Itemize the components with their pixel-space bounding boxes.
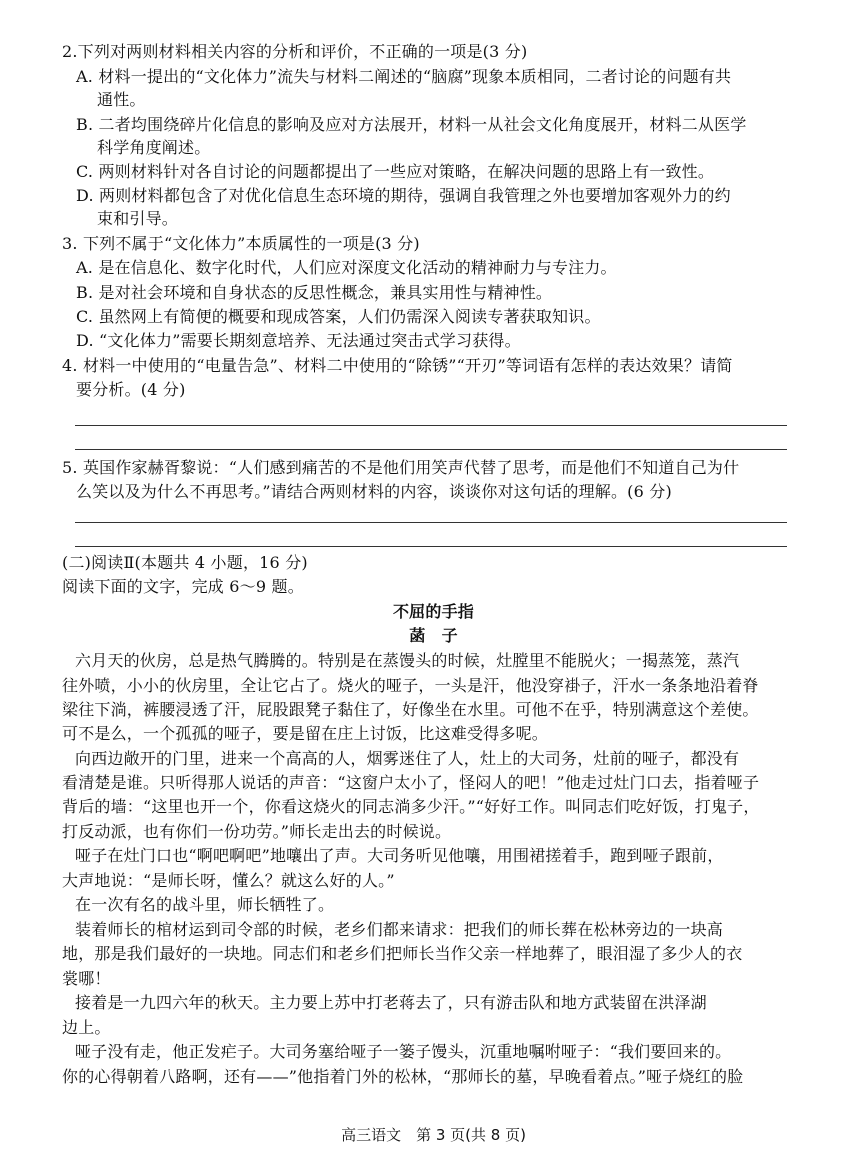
story-line: 看清楚是谁。只听得那人说话的声音：“这窗户太小了，怪闷人的吧！”他走过灶门口去，指着哑子 — [62, 773, 760, 792]
q2-option-a: A. 材料一提出的“文化体力”流失与材料二阐述的“脑腐”现象本质相同，二者讨论的问题有共 — [76, 67, 732, 86]
story-line: 哑子没有走，他正发疟子。大司务塞给哑子一篓子馒头，沉重地嘱咐哑子：“我们要回来的。 — [75, 1042, 732, 1061]
q5-stem: 5. 英国作家赫胥黎说：“人们感到痛苦的不是他们用笑声代替了思考，而是他们不知道自己为什 — [62, 458, 740, 477]
story-line: 梁往下淌，裤腰浸透了汗，屁股跟凳子黏住了，好像坐在水里。可他不在乎，特别满意这个差使。 — [62, 700, 759, 719]
q5-answer-line-1 — [75, 522, 787, 523]
story-title: 不屈的手指 — [392, 602, 474, 621]
story-line: 在一次有名的战斗里，师长牺牲了。 — [75, 895, 335, 914]
story-line: 边上。 — [62, 1018, 111, 1037]
q2-option-c: C. 两则材料针对各自讨论的问题都提出了一些应对策略，在解决问题的思路上有一致性。 — [76, 162, 715, 181]
story-line: 往外喷，小小的伙房里，全让它占了。烧火的哑子，一头是汗，他没穿褂子，汗水一条条地沿着脊 — [62, 676, 759, 695]
q2-option-d: D. 两则材料都包含了对优化信息生态环境的期待，强调自我管理之外也要增加客观外力的约 — [76, 186, 731, 205]
story-line: 裳哪！ — [62, 969, 111, 988]
story-line: 你的心得朝着八路啊，还有——”他指着门外的松林，“那师长的墓，早晚看着点。”哑子烧红的脸 — [62, 1067, 744, 1086]
story-line: 接着是一九四六年的秋天。主力要上苏中打老蒋去了，只有游击队和地方武装留在洪泽湖 — [75, 993, 707, 1012]
q4-answer-line-1 — [75, 425, 787, 426]
q4-answer-line-2 — [75, 449, 787, 450]
story-line: 背后的墙：“这里也开一个，你看这烧火的同志淌多少汗。”“好好工作。叫同志们吃好饭，打鬼子， — [62, 797, 760, 816]
section-instruction: 阅读下面的文字，完成 6～9 题。 — [62, 577, 304, 596]
story-line: 地，那是我们最好的一块地。同志们和老乡们把师长当作父亲一样地葬了，眼泪湿了多少人的衣 — [62, 944, 743, 963]
q2-option-d-cont: 束和引导。 — [97, 209, 179, 228]
story-line: 六月天的伙房，总是热气腾腾的。特别是在蒸馒头的时候，灶膛里不能脱火；一揭蒸笼，蒸汽 — [75, 651, 740, 670]
q3-option-d: D. “文化体力”需要长期刻意培养、无法通过突击式学习获得。 — [76, 331, 521, 350]
story-line: 装着师长的棺材运到司令部的时候，老乡们都来请求：把我们的师长葬在松林旁边的一块高 — [75, 920, 724, 939]
section-heading: (二)阅读Ⅱ(本题共 4 小题，16 分) — [62, 553, 308, 572]
story-line: 打反动派，也有你们一份功劳。”师长走出去的时候说。 — [62, 822, 452, 841]
q5-answer-line-2 — [75, 546, 787, 547]
story-line: 大声地说：“是师长呀，懂么？就这么好的人。” — [62, 871, 395, 890]
q4-stem: 4. 材料一中使用的“电量告急”、材料二中使用的“除锈”“开刃”等词语有怎样的表达效果？请简 — [62, 356, 733, 375]
page-footer: 高三语文 第 3 页(共 8 页) — [341, 1126, 526, 1144]
q3-stem: 3. 下列不属于“文化体力”本质属性的一项是(3 分) — [62, 234, 420, 253]
q5-stem-cont: 么笑以及为什么不再思考。”请结合两则材料的内容，谈谈你对这句话的理解。(6 分) — [76, 482, 672, 501]
q3-option-b: B. 是对社会环境和自身状态的反思性概念，兼具实用性与精神性。 — [76, 283, 553, 302]
story-line: 哑子在灶门口也“啊吧啊吧”地嚷出了声。大司务听见他嚷，用围裙搓着手，跑到哑子跟前， — [75, 846, 724, 865]
story-line: 向西边敞开的门里，进来一个高高的人，烟雾迷住了人，灶上的大司务，灶前的哑子，都没有 — [75, 749, 740, 768]
q2-option-b: B. 二者均围绕碎片化信息的影响及应对方法展开，材料一从社会文化角度展开，材料二从医学 — [76, 115, 747, 134]
q2-stem: 2.下列对两则材料相关内容的分析和评价，不正确的一项是(3 分) — [62, 42, 528, 61]
story-author: 菡 子 — [409, 626, 458, 645]
q3-option-a: A. 是在信息化、数字化时代，人们应对深度文化活动的精神耐力与专注力。 — [76, 258, 617, 277]
q3-option-c: C. 虽然网上有简便的概要和现成答案，人们仍需深入阅读专著获取知识。 — [76, 307, 601, 326]
q4-stem-cont: 要分析。(4 分) — [76, 380, 186, 399]
q2-option-b-cont: 科学角度阐述。 — [97, 138, 211, 157]
q2-option-a-cont: 通性。 — [97, 90, 146, 109]
story-line: 可不是么，一个孤孤的哑子，要是留在庄上讨饭，比这难受得多呢。 — [62, 724, 549, 743]
